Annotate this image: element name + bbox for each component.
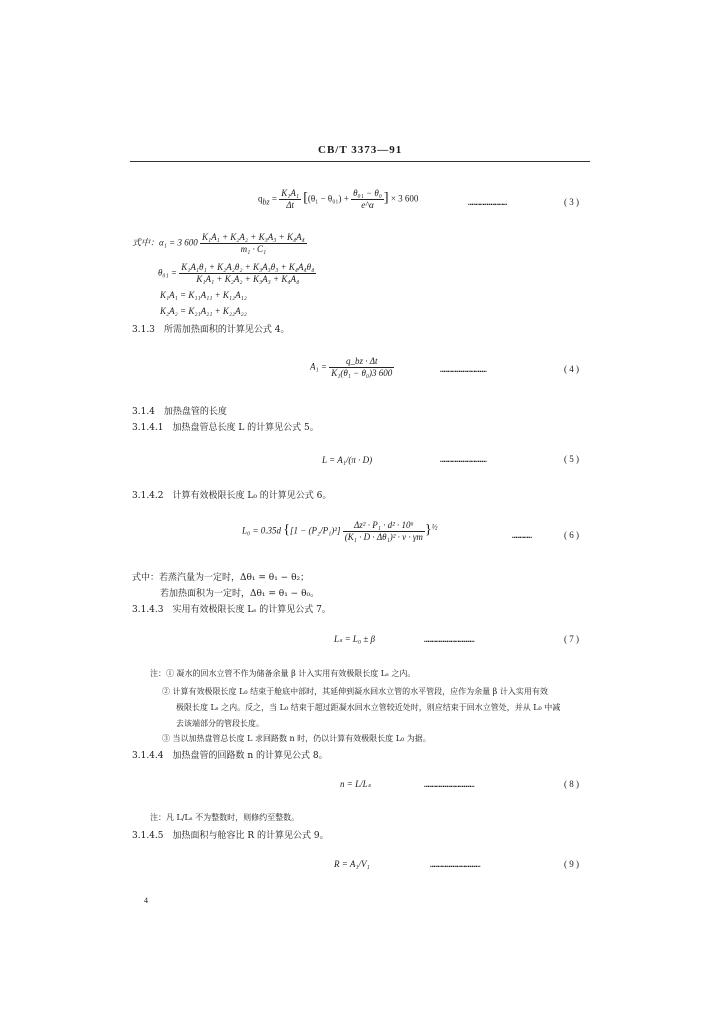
note-1: 注：① 凝水的回水立管不作为储备余量 β 计入实用有效极限长度 Lₛ 之内。 [150,669,416,678]
formula-4-number: ( 4 ) [564,364,579,374]
note-3: ③ 当以加热盘管总长度 L 求回路数 n 时，仍以计算有效极限长度 L₀ 为据。 [162,734,431,743]
page-number: 4 [144,896,148,905]
where-clause-alpha: 式中：α₁ = 3 600 $\frac{\text{K₁A₁ + K₂A₂ + K₃A₃ + K₄A₄}}{\text{m₁ · C₁}}$ [132,232,305,254]
formula-7: Lₛ = L₀ ± β [334,634,375,644]
formula-5-leader: ……………………………… [440,455,486,464]
section-3-1-4-1: 3.1.4.1 加热盘管总长度 L 的计算见公式 5。 [132,423,319,433]
formula-3-leader: ………………………… [468,198,507,207]
where-clause-theta: θ₀₁ = $\frac{\text{K₁A₁θ₁ + K₂A₂θ₂ + K₃A₃θ₃ + K₄A₄θ₄}}{\text{K₁A₁ + K₂A₂ + K₃A₃ + K₄A₄}}$ [158,262,315,284]
where-clause-line4: K₂A₂ = K₂₁A₂₁ + K₂₂A₂₂ [160,306,247,316]
formula-6-leader: …………… [512,531,532,540]
formula-3-number: ( 3 ) [564,197,579,207]
formula-4-leader: ……………………………… [440,365,486,374]
header-rule [130,161,590,162]
note-2-line2: 极限长度 Lₛ 之内。反之，当 L₀ 结束于超过距凝水回水立管较近处时，则应结束于回水立管处，并从 L₀ 中减 [176,703,561,712]
formula-8: n = L/Lₛ [340,779,371,789]
section-3-1-3: 3.1.3 所需加热面积的计算见公式 4。 [132,325,290,335]
formula-5: L = A₁/(π · D) [322,455,373,465]
note-2-line3: 去该端部分的管段长度。 [176,719,264,728]
note-4: 注：凡 L/Lₛ 不为整数时，则修约至整数。 [150,813,300,822]
section-3-1-4-4: 3.1.4.4 加热盘管的回路数 n 的计算见公式 8。 [132,751,328,761]
formula-8-leader: ………………………………… [424,780,474,789]
section-3-1-4-5: 3.1.4.5 加热面积与舱容比 R 的计算见公式 9。 [132,831,329,841]
formula-9-leader: ………………………………… [430,860,480,869]
formula-8-number: ( 8 ) [564,779,579,789]
where-clause-2-line2: 若加热面积为一定时，Δθ₁ = θ₁ − θ₀。 [160,589,320,599]
where-clause-line3: K₁A₁ = K₁₁A₁₁ + K₁₂A₁₂ [160,290,247,300]
section-3-1-4-2: 3.1.4.2 计算有效极限长度 L₀ 的计算见公式 6。 [132,491,332,501]
formula-5-number: ( 5 ) [564,454,579,464]
formula-9: R = A₁/V₁ [334,859,370,869]
formula-7-number: ( 7 ) [564,634,579,644]
formula-7-leader: ………………………………… [424,635,474,644]
formula-9-number: ( 9 ) [564,859,579,869]
where-clause-2-line1: 式中：若蒸汽量为一定时，Δθ₁ = θ₁ − θ₂； [132,573,310,583]
formula-4: A₁ = $\frac{q\_bz \cdot \Delta t}{\text{K₁(θ₁ − θ₀)3 600}}$ [310,356,393,378]
formula-6: L₀ = 0.35d {[1 − (P₂/P₁)²] $\frac{\text{Δz² · P₁ · d² · 10⁶}}{\text{(K₁ · D · Δθ₁)² · v · γm}}$ }$^{\frac{1}{2}}$ [242,520,438,542]
standard-code-header: CB/T 3373—91 [318,144,403,156]
section-3-1-4-3: 3.1.4.3 实用有效极限长度 Lₛ 的计算见公式 7。 [132,605,331,615]
formula-3: $q_{bz}$ = $\frac{\text{K₁A₁}}{\Delta t}$ [(θ₁ − θ₀₁) + $\frac{\text{θ₀₁ − θ₀}}{e\^{}\alpha}$ ] × 3 600 [258,188,419,210]
note-2-line1: ② 计算有效极限长度 L₀ 结束于舱底中部时，其延伸到凝水回水立管的水平管段，应作为余量 β 计入实用有效 [162,687,548,696]
formula-6-number: ( 6 ) [564,530,579,540]
section-3-1-4: 3.1.4 加热盘管的长度 [132,407,227,417]
